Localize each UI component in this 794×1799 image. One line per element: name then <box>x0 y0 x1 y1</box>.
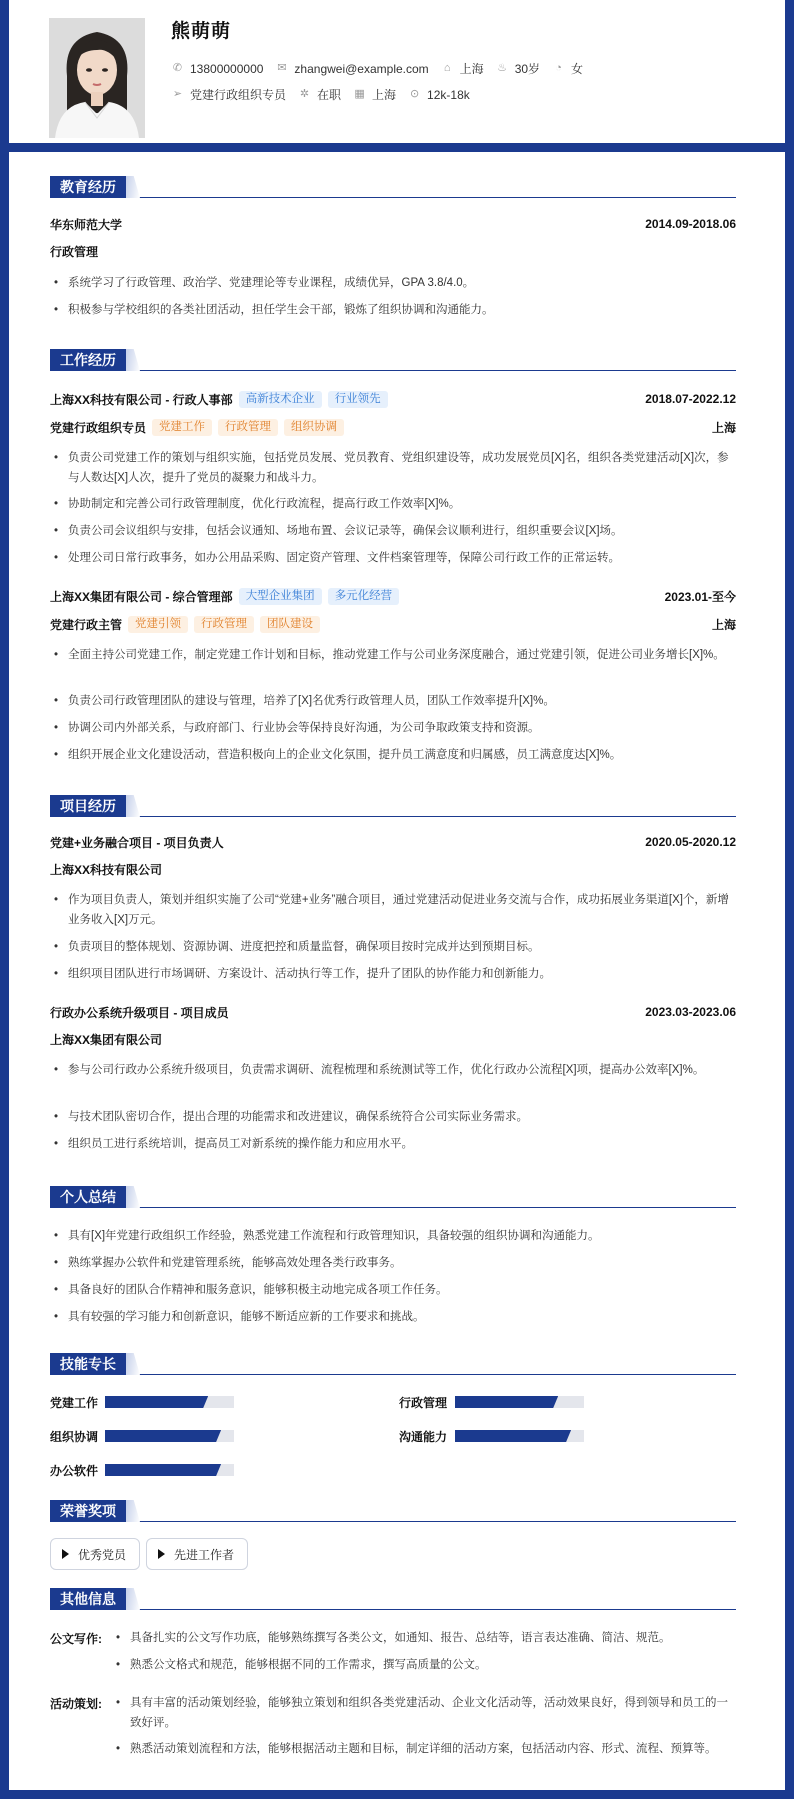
list-item: • 具有丰富的活动策划经验，能够独立策划和组织各类党建活动、企业文化活动等，活动效果良好，得到领导和员工的一致好评。 <box>112 1693 736 1733</box>
awards-section <box>50 1500 736 1575</box>
list-item: • 全面主持公司党建工作，制定党建工作计划和目标，推动党建工作与公司业务深度融合，通过党建引领，促进公司业务增长[X]%。 <box>50 645 736 665</box>
list-item: • 负责公司会议组织与安排，包括会议通知、场地布置、会议记录等，确保会议顺利进行，组织重要会议[X]场。 <box>50 521 736 541</box>
skill-label: 组织协调 <box>50 1430 99 1444</box>
target-job-text: 党建行政组织专员 <box>190 88 287 102</box>
section-title <box>50 1353 736 1375</box>
skill-bar-fill <box>105 1430 221 1442</box>
job-role-row <box>50 418 736 436</box>
skills-section <box>50 1353 736 1483</box>
list-item: • 具备扎实的公文写作功底，能够熟练撰写各类公文，如通知、报告、总结等，语言表达准确、简洁、规范。 <box>112 1628 736 1648</box>
list-item: • 参与公司行政办公系统升级项目，负责需求调研、流程梳理和系统测试等工作，优化行政办公流程[X]项，提高办公效率[X]%。 <box>50 1060 736 1080</box>
project-company: 上海XX集团有限公司 <box>50 1032 163 1047</box>
list-item: • 组织项目团队进行市场调研、方案设计、活动执行等工作，提升了团队的协作能力和创新能力。 <box>50 964 736 984</box>
section-title <box>50 176 736 198</box>
company-tag: 行业领先 <box>328 391 388 408</box>
company-tag: 大型企业集团 <box>239 588 322 605</box>
skill-bar-fill <box>455 1430 571 1442</box>
education-section <box>50 176 736 326</box>
location-text: 上海 <box>459 62 484 76</box>
list-item: • 熟悉活动策划流程和方法，能够根据活动主题和目标，制定详细的活动方案，包括活动内容、形式、流程、预算等。 <box>112 1739 736 1759</box>
skill-bar-fill <box>455 1396 558 1408</box>
section-title-text: 教育经历 <box>50 176 126 198</box>
awards-list <box>50 1538 736 1572</box>
section-title-text: 荣誉奖项 <box>50 1500 126 1522</box>
status-text: 在职 <box>317 88 342 102</box>
project-header <box>50 1003 736 1021</box>
avatar <box>49 18 145 138</box>
skill-label: 党建工作 <box>50 1396 99 1410</box>
gender-text: 女 <box>571 62 584 76</box>
project-title: 行政办公系统升级项目 - 项目成员 <box>50 1005 229 1020</box>
role-tag: 党建引领 <box>128 616 188 633</box>
project-period: 2020.05-2020.12 <box>645 835 736 849</box>
list-item: • 负责公司行政管理团队的建设与管理，培养了[X]名优秀行政管理人员，团队工作效率提升[X]%。 <box>50 691 736 711</box>
city-text: 上海 <box>372 88 397 102</box>
section-title-text: 工作经历 <box>50 349 126 371</box>
list-item: • 与技术团队密切合作，提出合理的功能需求和改进建议，确保系统符合公司实际业务需求。 <box>50 1107 736 1127</box>
other-label: 活动策划: <box>50 1697 102 1711</box>
project-company: 上海XX科技有限公司 <box>50 862 163 877</box>
other-section <box>50 1588 736 1788</box>
list-item: • 协助制定和完善公司行政管理制度，优化行政流程，提高行政工作效率[X]%。 <box>50 494 736 514</box>
section-title <box>50 1500 736 1522</box>
gear-icon: ✲ <box>299 88 310 100</box>
building-icon: ▦ <box>354 88 365 100</box>
list-item: • 处理公司日常行政事务，如办公用品采购、固定资产管理、文件档案管理等，保障公司行政工作的正常运转。 <box>50 548 736 568</box>
company-tag: 高新技术企业 <box>239 391 322 408</box>
role-tag: 行政管理 <box>218 419 278 436</box>
cake-icon: ♨ <box>497 62 508 74</box>
role-tag: 组织协调 <box>284 419 344 436</box>
skill-bar-fill <box>105 1464 221 1476</box>
other-label: 公文写作: <box>50 1632 102 1646</box>
education-period: 2014.09-2018.06 <box>645 217 736 231</box>
list-item: • 负责公司党建工作的策划与组织实施，包括党员发展、党员教育、党组织建设等，成功发展党员[X]名，组织各类党建活动[X]次，参与人数达[X]人次，提升了党员的凝聚力和战斗力。 <box>50 448 736 488</box>
phone-text: 13800000000 <box>190 61 264 76</box>
list-item: • 负责项目的整体规划、资源协调、进度把控和质量监督，确保项目按时完成并达到预期目标。 <box>50 937 736 957</box>
job-role-row <box>50 615 736 633</box>
list-item: • 组织开展企业文化建设活动，营造积极向上的企业文化氛围，提升员工满意度和归属感，员工满意度达[X]%。 <box>50 745 736 765</box>
company-name: 上海XX集团有限公司 - 综合管理部 <box>50 589 233 604</box>
skill-bar <box>455 1396 584 1408</box>
list-item: • 积极参与学校组织的各类社团活动，担任学生会干部，锻炼了组织协调和沟通能力。 <box>50 300 736 320</box>
major-name: 行政管理 <box>50 244 99 259</box>
location-item <box>441 60 484 77</box>
portrait-image <box>49 18 145 138</box>
list-item: • 具有较强的学习能力和创新意识，能够不断适应新的工作要求和挑战。 <box>50 1307 736 1327</box>
award-badge <box>50 1538 140 1570</box>
skill-label: 沟通能力 <box>399 1430 448 1444</box>
section-title <box>50 349 736 371</box>
major-row <box>50 242 736 260</box>
award-badge <box>146 1538 248 1570</box>
project-header <box>50 833 736 851</box>
skill-label: 行政管理 <box>399 1396 448 1410</box>
school-name: 华东师范大学 <box>50 217 123 232</box>
send-icon: ➢ <box>172 88 183 100</box>
role-tag: 党建工作 <box>152 419 212 436</box>
project-title: 党建+业务融合项目 - 项目负责人 <box>50 835 224 850</box>
award-text: 优秀党员 <box>78 1547 127 1562</box>
company-tag: 多元化经营 <box>328 588 400 605</box>
list-item: • 具有[X]年党建行政组织工作经验，熟悉党建工作流程和行政管理知识，具备较强的组织协调和沟通能力。 <box>50 1226 736 1246</box>
company-name: 上海XX科技有限公司 - 行政人事部 <box>50 392 233 407</box>
job-role: 党建行政主管 <box>50 617 123 632</box>
status-item <box>298 86 341 103</box>
projects-section <box>50 795 736 1160</box>
candidate-name: 熊萌萌 <box>171 21 232 42</box>
skill-label: 办公软件 <box>50 1464 99 1478</box>
section-title <box>50 1588 736 1610</box>
skill-bar <box>105 1464 234 1476</box>
salary-item <box>408 88 470 102</box>
work-section <box>50 349 736 769</box>
list-item: • 协调公司内外部关系，与政府部门、行业协会等保持良好沟通，为公司争取政策支持和资源。 <box>50 718 736 738</box>
skill-bar <box>105 1430 234 1442</box>
section-title <box>50 795 736 817</box>
project-company-row <box>50 1030 736 1048</box>
email-text: zhangwei@example.com <box>294 61 429 76</box>
section-title-text: 技能专长 <box>50 1353 126 1375</box>
education-header <box>50 215 736 233</box>
job-header <box>50 390 736 408</box>
job-period: 2018.07-2022.12 <box>645 392 736 406</box>
mail-icon: ✉ <box>277 62 287 74</box>
section-title-text: 个人总结 <box>50 1186 126 1208</box>
summary-section <box>50 1186 736 1326</box>
target-job-item <box>171 86 286 103</box>
play-icon <box>62 1549 69 1559</box>
skill-bar <box>455 1430 584 1442</box>
coin-icon: ⊙ <box>409 88 420 100</box>
project-period: 2023.03-2023.06 <box>645 1005 736 1019</box>
list-item: • 组织员工进行系统培训，提高员工对新系统的操作能力和应用水平。 <box>50 1134 736 1154</box>
phone-item <box>171 62 263 76</box>
skill-bar <box>105 1396 234 1408</box>
home-icon: ⌂ <box>443 62 451 74</box>
job-period: 2023.01-至今 <box>664 589 736 604</box>
salary-text: 12k-18k <box>427 87 470 102</box>
age-item <box>496 60 540 77</box>
role-tag: 行政管理 <box>194 616 254 633</box>
intent-row <box>171 86 482 103</box>
list-item: • 具备良好的团队合作精神和服务意识，能够积极主动地完成各项工作任务。 <box>50 1280 736 1300</box>
award-text: 先进工作者 <box>174 1547 235 1562</box>
list-item: • 系统学习了行政管理、政治学、党建理论等专业课程，成绩优异，GPA 3.8/4.0。 <box>50 273 736 293</box>
city-item <box>353 86 396 103</box>
section-title-text: 项目经历 <box>50 795 126 817</box>
job-header <box>50 587 736 605</box>
gender-item <box>552 60 583 77</box>
phone-icon: ✆ <box>172 62 183 74</box>
job-role: 党建行政组织专员 <box>50 420 147 435</box>
section-title-text: 其他信息 <box>50 1588 126 1610</box>
skill-bar-fill <box>105 1396 208 1408</box>
list-item: • 熟悉公文格式和规范，能够根据不同的工作需求，撰写高质量的公文。 <box>112 1655 736 1675</box>
project-company-row <box>50 860 736 878</box>
play-icon <box>158 1549 165 1559</box>
list-item: • 作为项目负责人，策划并组织实施了公司“党建+业务”融合项目，通过党建活动促进业务交流与合作，成功拓展业务渠道[X]个，新增业务收入[X]万元。 <box>50 890 736 930</box>
email-item <box>275 62 428 76</box>
contact-row <box>171 60 595 77</box>
role-tag: 团队建设 <box>260 616 320 633</box>
age-text: 30岁 <box>514 62 541 76</box>
section-title <box>50 1186 736 1208</box>
job-city: 上海 <box>711 420 736 435</box>
gender-icon: ◔ <box>555 62 562 74</box>
list-item: • 熟练掌握办公软件和党建管理系统，能够高效处理各类行政事务。 <box>50 1253 736 1273</box>
job-city: 上海 <box>711 617 736 632</box>
